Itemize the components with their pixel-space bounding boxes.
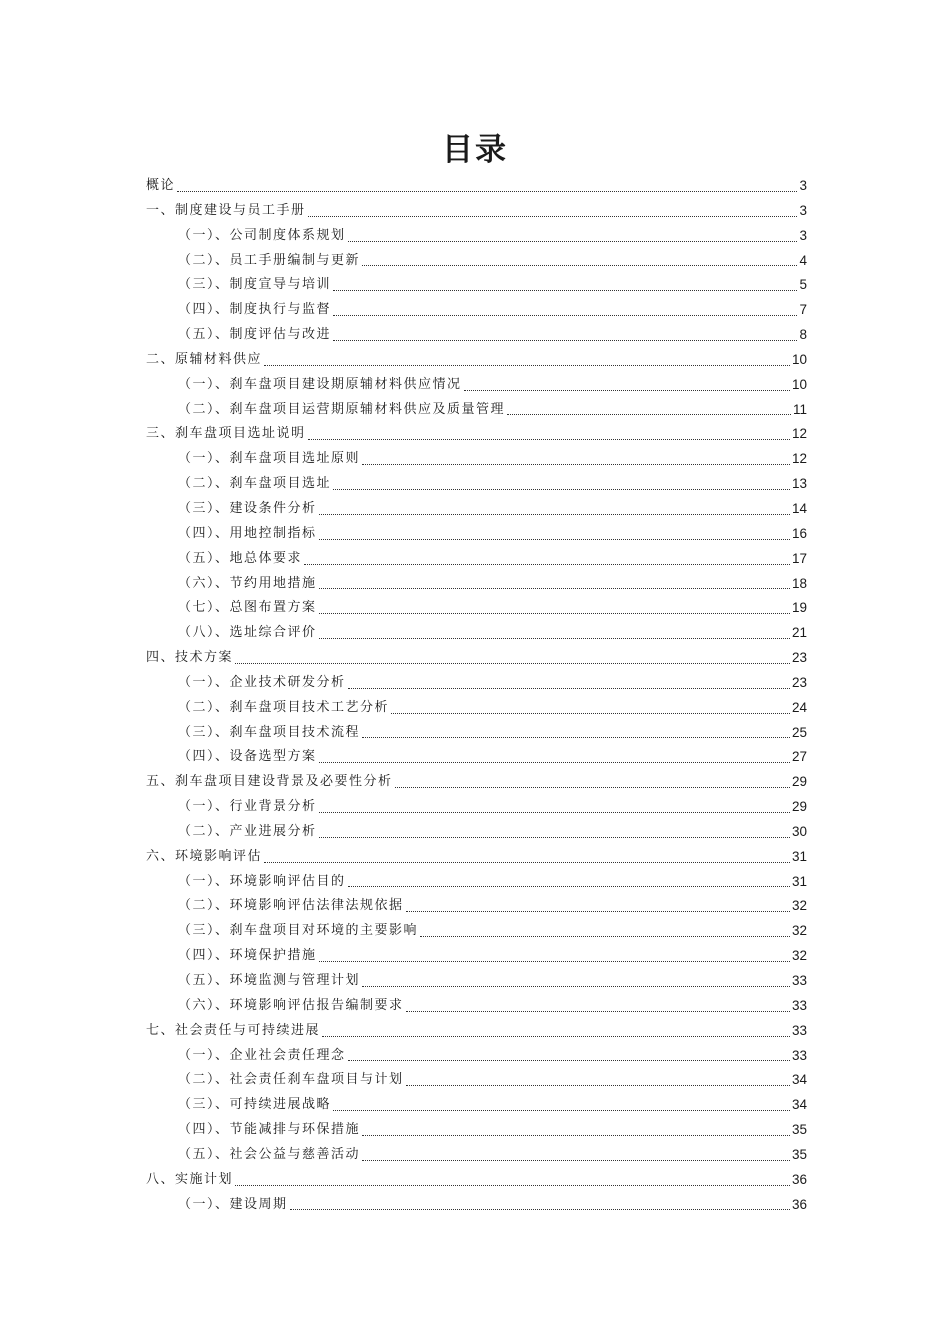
dot-leader <box>264 862 790 863</box>
toc-entry-section[interactable] <box>146 323 807 348</box>
dot-leader <box>308 439 790 440</box>
toc-entry-title: （三）、刹车盘项目对环境的主要影响 <box>178 923 419 939</box>
toc-entry-section[interactable] <box>146 373 807 398</box>
toc-page-number: 13 <box>791 476 807 492</box>
toc-page-number: 36 <box>791 1196 807 1212</box>
toc-entry-title: （一）、行业背景分析 <box>178 799 317 815</box>
toc-entry-title: （二）、社会责任刹车盘项目与计划 <box>178 1072 404 1088</box>
dot-leader <box>362 1135 790 1136</box>
dot-leader <box>333 290 797 291</box>
toc-page-number: 16 <box>791 525 807 541</box>
toc-entry-title: 五、刹车盘项目建设背景及必要性分析 <box>146 774 393 790</box>
toc-page-number: 11 <box>792 401 807 417</box>
toc-page-number: 3 <box>799 178 807 193</box>
toc-entry-title: （四）、节能减排与环保措施 <box>178 1122 361 1138</box>
toc-entry-title: （三）、刹车盘项目技术流程 <box>178 724 361 740</box>
dot-leader <box>395 787 790 788</box>
toc-entry-section[interactable] <box>146 547 807 572</box>
dot-leader <box>391 713 790 714</box>
dot-leader <box>348 1060 790 1061</box>
toc-page-number: 32 <box>791 898 807 914</box>
toc-entry-title: （五）、制度评估与改进 <box>178 327 332 343</box>
toc-entry-section[interactable] <box>146 1044 807 1069</box>
toc-page-number: 33 <box>791 1047 807 1063</box>
toc-page-number: 29 <box>791 799 807 815</box>
toc-entry-title: （二）、员工手册编制与更新 <box>178 252 361 268</box>
toc-page-number: 27 <box>791 749 807 765</box>
toc-page-number: 33 <box>791 1022 807 1038</box>
toc-entry-chapter[interactable] <box>146 174 807 199</box>
toc-entry-chapter[interactable] <box>146 199 807 224</box>
toc-entry-section[interactable] <box>146 522 807 547</box>
toc-page-number: 4 <box>799 252 807 268</box>
toc-entry-section[interactable] <box>146 596 807 621</box>
toc-entry-section[interactable] <box>146 273 807 298</box>
toc-entry-title: （八）、选址综合评价 <box>178 625 317 641</box>
toc-entry-section[interactable] <box>146 919 807 944</box>
toc-entry-section[interactable] <box>146 745 807 770</box>
toc-entry-section[interactable] <box>146 472 807 497</box>
toc-entry-section[interactable] <box>146 1068 807 1093</box>
toc-entry-section[interactable] <box>146 621 807 646</box>
toc-page-number: 32 <box>791 923 807 939</box>
toc-page-number: 31 <box>791 848 807 864</box>
toc-entry-section[interactable] <box>146 969 807 994</box>
dot-leader <box>319 539 790 540</box>
toc-page-number: 33 <box>791 997 807 1013</box>
toc-entry-title: （四）、设备选型方案 <box>178 749 317 765</box>
toc-page-number: 3 <box>799 227 807 243</box>
toc-entry-title: 二、原辅材料供应 <box>146 351 263 367</box>
toc-entry-section[interactable] <box>146 696 807 721</box>
dot-leader <box>177 191 797 192</box>
dot-leader <box>362 737 790 738</box>
toc-entry-title: 三、刹车盘项目选址说明 <box>146 426 306 442</box>
dot-leader <box>290 1209 790 1210</box>
toc-page-number: 35 <box>791 1146 807 1162</box>
dot-leader <box>319 812 790 813</box>
toc-entry-title: （二）、产业进展分析 <box>178 823 317 839</box>
toc-entry-section[interactable] <box>146 1143 807 1168</box>
toc-entry-chapter[interactable] <box>146 845 807 870</box>
toc-page-number: 29 <box>791 774 807 790</box>
dot-leader <box>333 340 797 341</box>
toc-entry-section[interactable] <box>146 870 807 895</box>
toc-entry-section[interactable] <box>146 497 807 522</box>
toc-entry-section[interactable] <box>146 298 807 323</box>
toc-entry-title: （四）、制度执行与监督 <box>178 302 332 318</box>
toc-entry-title: 概论 <box>146 178 176 193</box>
toc-entry-title: （一）、刹车盘项目建设期原辅材料供应情况 <box>178 376 462 392</box>
toc-page-number: 14 <box>791 500 807 516</box>
toc-page-number: 35 <box>791 1122 807 1138</box>
toc-page-number: 10 <box>791 351 807 367</box>
toc-entry-title: （三）、建设条件分析 <box>178 500 317 516</box>
dot-leader <box>348 688 790 689</box>
toc-entry-chapter[interactable] <box>146 770 807 795</box>
toc-entry-title: （二）、环境影响评估法律法规依据 <box>178 898 404 914</box>
toc-page-number: 25 <box>791 724 807 740</box>
toc-entry-title: （六）、节约用地措施 <box>178 575 317 591</box>
toc-entry-section[interactable] <box>146 224 807 249</box>
toc-page-number: 19 <box>791 600 807 616</box>
page-title: 目录 <box>442 132 508 168</box>
dot-leader <box>319 961 790 962</box>
dot-leader <box>264 365 790 366</box>
toc-entry-section[interactable] <box>146 671 807 696</box>
dot-leader <box>333 315 797 316</box>
toc-page-number: 33 <box>791 973 807 988</box>
toc-entry-section[interactable] <box>146 1118 807 1143</box>
toc-entry-title: （五）、地总体要求 <box>178 550 303 566</box>
dot-leader <box>420 936 790 937</box>
dot-leader <box>322 1036 790 1037</box>
dot-leader <box>362 464 790 465</box>
dot-leader <box>319 613 790 614</box>
dot-leader <box>319 638 790 639</box>
dot-leader <box>333 1110 790 1111</box>
toc-entry-title: （五）、环境监测与管理计划 <box>178 973 361 988</box>
toc-entry-section[interactable] <box>146 721 807 746</box>
dot-leader <box>333 489 790 490</box>
toc-entry-title: （三）、可持续进展战略 <box>178 1097 332 1113</box>
toc-entry-title: （一）、企业社会责任理念 <box>178 1047 346 1063</box>
toc-page-number: 36 <box>791 1171 807 1187</box>
dot-leader <box>362 1160 790 1161</box>
toc-entry-chapter[interactable] <box>146 1019 807 1044</box>
toc-page-number: 24 <box>791 699 807 715</box>
toc-entry-title: （一）、建设周期 <box>178 1196 288 1212</box>
toc-entry-title: 一、制度建设与员工手册 <box>146 202 306 218</box>
dot-leader <box>319 762 790 763</box>
dot-leader <box>464 390 790 391</box>
dot-leader <box>406 1011 790 1012</box>
toc-page-number: 23 <box>791 650 807 666</box>
toc-entry-chapter[interactable] <box>146 646 807 671</box>
toc-page-number: 23 <box>791 674 807 690</box>
dot-leader <box>308 216 798 217</box>
toc-entry-title: （一）、企业技术研发分析 <box>178 674 346 690</box>
dot-leader <box>304 564 790 565</box>
toc-entry-title: （二）、刹车盘项目选址 <box>178 476 332 492</box>
dot-leader <box>406 911 790 912</box>
toc-entry-section[interactable] <box>146 994 807 1019</box>
toc-page-number: 17 <box>791 550 807 566</box>
dot-leader <box>348 886 790 887</box>
toc-entry-title: （二）、刹车盘项目运营期原辅材料供应及质量管理 <box>178 401 506 417</box>
toc-entry-title: （一）、环境影响评估目的 <box>178 873 346 889</box>
toc-page-number: 12 <box>791 426 807 442</box>
toc-page-number: 34 <box>791 1072 807 1088</box>
toc-entry-section[interactable] <box>146 572 807 597</box>
toc-entry-section[interactable] <box>146 795 807 820</box>
toc-entry-title: 四、技术方案 <box>146 650 234 666</box>
toc-entry-title: （七）、总图布置方案 <box>178 600 317 616</box>
toc-page-number: 3 <box>799 202 807 218</box>
dot-leader <box>362 986 790 987</box>
toc-entry-section[interactable] <box>146 944 807 969</box>
toc-entry-section[interactable] <box>146 249 807 274</box>
dot-leader <box>348 241 798 242</box>
toc-entry-title: 八、实施计划 <box>146 1171 234 1187</box>
toc-page-number: 12 <box>791 451 807 467</box>
toc-entry-title: （五）、社会公益与慈善活动 <box>178 1146 361 1162</box>
dot-leader <box>362 265 797 266</box>
toc-entry-section[interactable] <box>146 1093 807 1118</box>
toc-page-number: 5 <box>799 277 807 293</box>
toc-entry-title: 六、环境影响评估 <box>146 848 263 864</box>
toc-page-number: 30 <box>791 823 807 839</box>
dot-leader <box>406 1085 790 1086</box>
table-of-contents <box>146 174 807 1217</box>
toc-page-number: 18 <box>791 575 807 591</box>
toc-entry-title: （四）、用地控制指标 <box>178 525 317 541</box>
toc-page-number: 32 <box>791 948 807 964</box>
dot-leader <box>319 837 790 838</box>
toc-page-number: 8 <box>799 327 807 343</box>
toc-entry-section[interactable] <box>146 1193 807 1218</box>
toc-entry-chapter[interactable] <box>146 348 807 373</box>
dot-leader <box>235 663 790 664</box>
dot-leader <box>507 414 791 415</box>
toc-entry-section[interactable] <box>146 447 807 472</box>
toc-entry-title: （一）、刹车盘项目选址原则 <box>178 451 361 467</box>
toc-entry-section[interactable] <box>146 894 807 919</box>
toc-entry-title: （六）、环境影响评估报告编制要求 <box>178 997 404 1013</box>
toc-entry-title: （一）、公司制度体系规划 <box>178 227 346 243</box>
toc-entry-title: （四）、环境保护措施 <box>178 948 317 964</box>
toc-page-number: 34 <box>791 1097 807 1113</box>
toc-page-number: 21 <box>791 625 807 641</box>
toc-entry-section[interactable] <box>146 820 807 845</box>
toc-page-number: 31 <box>791 873 807 889</box>
dot-leader <box>319 514 790 515</box>
toc-entry-chapter[interactable] <box>146 422 807 447</box>
toc-page-number: 7 <box>799 302 807 318</box>
dot-leader <box>319 588 790 589</box>
toc-entry-title: 七、社会责任与可持续进展 <box>146 1022 321 1038</box>
dot-leader <box>235 1185 790 1186</box>
toc-entry-section[interactable] <box>146 398 807 423</box>
toc-entry-title: （三）、制度宣导与培训 <box>178 277 332 293</box>
toc-page-number: 10 <box>791 376 807 392</box>
toc-entry-chapter[interactable] <box>146 1168 807 1193</box>
toc-entry-title: （二）、刹车盘项目技术工艺分析 <box>178 699 390 715</box>
